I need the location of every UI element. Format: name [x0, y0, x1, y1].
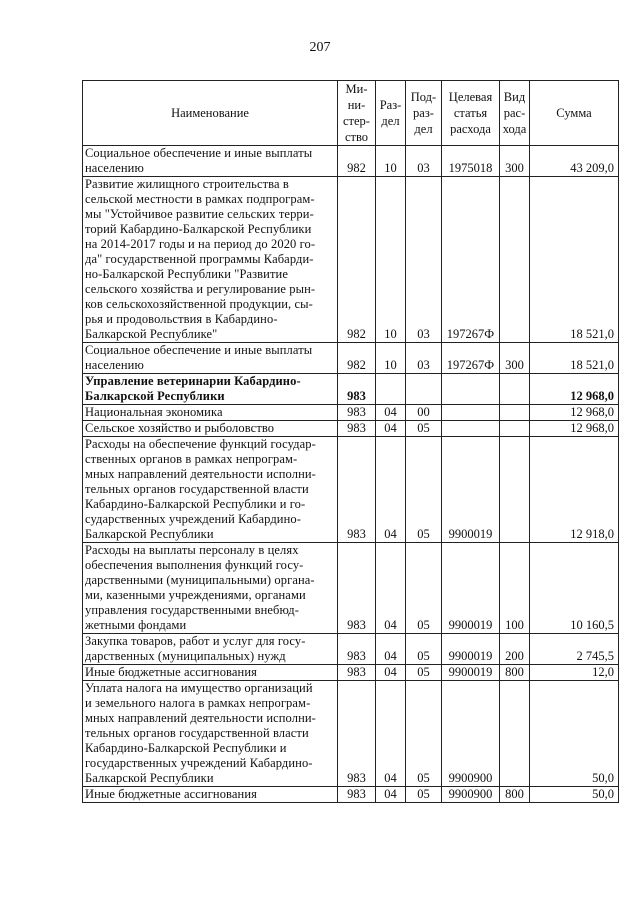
cell-target: 9900900: [442, 787, 500, 803]
header-type: Вид рас- хода: [500, 81, 530, 146]
cell-sum: 12 968,0: [530, 405, 619, 421]
cell-sum: 50,0: [530, 787, 619, 803]
table-row: [83, 437, 619, 543]
cell-sum: 18 521,0: [530, 343, 619, 374]
cell-sum: 43 209,0: [530, 146, 619, 177]
table-row: [83, 421, 619, 437]
cell-type: [500, 177, 530, 343]
cell-name: Социальное обеспечение и иные выплаты населению: [83, 343, 338, 374]
cell-name: Сельское хозяйство и рыболовство: [83, 421, 338, 437]
cell-ministry: 982: [338, 146, 376, 177]
cell-sum: 18 521,0: [530, 177, 619, 343]
cell-ministry: 982: [338, 343, 376, 374]
cell-name: Расходы на выплаты персоналу в целях обеспечения выполнения функций госу- дарственными (муниципальными) органа- ми, казенными учреждениями, органами управления государственными внебюд- жетными фондами: [83, 543, 338, 634]
budget-table: [82, 80, 619, 803]
header-name: Наименование: [83, 81, 338, 146]
table-row: [83, 681, 619, 787]
cell-name: Национальная экономика: [83, 405, 338, 421]
table-row: [83, 177, 619, 343]
cell-sum: 12 918,0: [530, 437, 619, 543]
cell-ministry: 982: [338, 177, 376, 343]
cell-subsection: 05: [406, 634, 442, 665]
cell-type: [500, 681, 530, 787]
cell-sum: 2 745,5: [530, 634, 619, 665]
cell-target: 9900019: [442, 543, 500, 634]
cell-sum: 12 968,0: [530, 374, 619, 405]
cell-subsection: 05: [406, 787, 442, 803]
cell-name: Развитие жилищного строительства в сельской местности в рамках подпрограм- мы "Устойчивое развитие сельских терри- торий Кабардино-Балкарской Республики на 2014-2017 годы и на период до 2020 го- да" государственной программы Кабарди- но-Балкарской Республики "Развитие сельского хозяйства и регулирование рын- ков сельскохозяйственной продукции, сы- рья и продовольствия в Кабардино- Балкарской Республике": [83, 177, 338, 343]
cell-type: 300: [500, 343, 530, 374]
header-ministry: Ми- ни- стер- ство: [338, 81, 376, 146]
cell-name: Расходы на обеспечение функций государ- ственных органов в рамках непрограм- мных направлений деятельности исполни- тельных органов государственной власти Кабардино-Балкарской Республики и го- сударственных учреждений Кабардино- Балкарской Республики: [83, 437, 338, 543]
cell-subsection: 00: [406, 405, 442, 421]
cell-target: 9900900: [442, 681, 500, 787]
table-row: [83, 343, 619, 374]
cell-section: 04: [376, 787, 406, 803]
cell-target: [442, 405, 500, 421]
cell-ministry: 983: [338, 634, 376, 665]
cell-name: Закупка товаров, работ и услуг для госу- дарственных (муниципальных) нужд: [83, 634, 338, 665]
cell-name: Иные бюджетные ассигнования: [83, 665, 338, 681]
cell-ministry: 983: [338, 543, 376, 634]
cell-ministry: 983: [338, 374, 376, 405]
cell-section: 10: [376, 177, 406, 343]
cell-target: [442, 374, 500, 405]
page-number: 207: [309, 40, 331, 55]
table-row: [83, 787, 619, 803]
cell-type: 100: [500, 543, 530, 634]
header-section: Раз- дел: [376, 81, 406, 146]
cell-type: [500, 421, 530, 437]
cell-section: 10: [376, 146, 406, 177]
cell-type: [500, 374, 530, 405]
cell-subsection: 05: [406, 437, 442, 543]
cell-name: Иные бюджетные ассигнования: [83, 787, 338, 803]
cell-subsection: [406, 374, 442, 405]
cell-target: 197267Ф: [442, 343, 500, 374]
cell-ministry: 983: [338, 665, 376, 681]
cell-section: 04: [376, 405, 406, 421]
cell-section: 04: [376, 634, 406, 665]
table-row: [83, 543, 619, 634]
cell-type: 800: [500, 665, 530, 681]
cell-sum: 50,0: [530, 681, 619, 787]
cell-name: Управление ветеринарии Кабардино- Балкарской Республики: [83, 374, 338, 405]
cell-sum: 12 968,0: [530, 421, 619, 437]
cell-ministry: 983: [338, 405, 376, 421]
cell-subsection: 05: [406, 665, 442, 681]
cell-type: [500, 405, 530, 421]
table-row: [83, 374, 619, 405]
cell-target: 9900019: [442, 437, 500, 543]
cell-subsection: 05: [406, 681, 442, 787]
cell-section: 04: [376, 681, 406, 787]
table-header-row: [83, 81, 619, 146]
cell-target: [442, 421, 500, 437]
cell-type: 300: [500, 146, 530, 177]
cell-sum: 12,0: [530, 665, 619, 681]
table-row: [83, 634, 619, 665]
cell-target: 197267Ф: [442, 177, 500, 343]
cell-type: [500, 437, 530, 543]
cell-section: 04: [376, 543, 406, 634]
cell-name: Уплата налога на имущество организаций и земельного налога в рамках непрограм- мных направлений деятельности исполни- тельных органов государственной власти Кабардино-Балкарской Республики и государственных учреждений Кабардино- Балкарской Республики: [83, 681, 338, 787]
cell-section: [376, 374, 406, 405]
cell-subsection: 03: [406, 146, 442, 177]
cell-type: 200: [500, 634, 530, 665]
cell-subsection: 03: [406, 177, 442, 343]
table-row: [83, 665, 619, 681]
cell-ministry: 983: [338, 437, 376, 543]
cell-section: 10: [376, 343, 406, 374]
cell-target: 1975018: [442, 146, 500, 177]
header-sum: Сумма: [530, 81, 619, 146]
cell-ministry: 983: [338, 787, 376, 803]
header-subsection: Под- раз- дел: [406, 81, 442, 146]
cell-name: Социальное обеспечение и иные выплаты населению: [83, 146, 338, 177]
cell-section: 04: [376, 665, 406, 681]
cell-subsection: 05: [406, 543, 442, 634]
cell-subsection: 05: [406, 421, 442, 437]
table-row: [83, 146, 619, 177]
cell-subsection: 03: [406, 343, 442, 374]
cell-ministry: 983: [338, 421, 376, 437]
cell-target: 9900019: [442, 665, 500, 681]
cell-ministry: 983: [338, 681, 376, 787]
header-target: Целевая статья расхода: [442, 81, 500, 146]
table-row: [83, 405, 619, 421]
cell-target: 9900019: [442, 634, 500, 665]
cell-section: 04: [376, 421, 406, 437]
cell-sum: 10 160,5: [530, 543, 619, 634]
cell-section: 04: [376, 437, 406, 543]
cell-type: 800: [500, 787, 530, 803]
